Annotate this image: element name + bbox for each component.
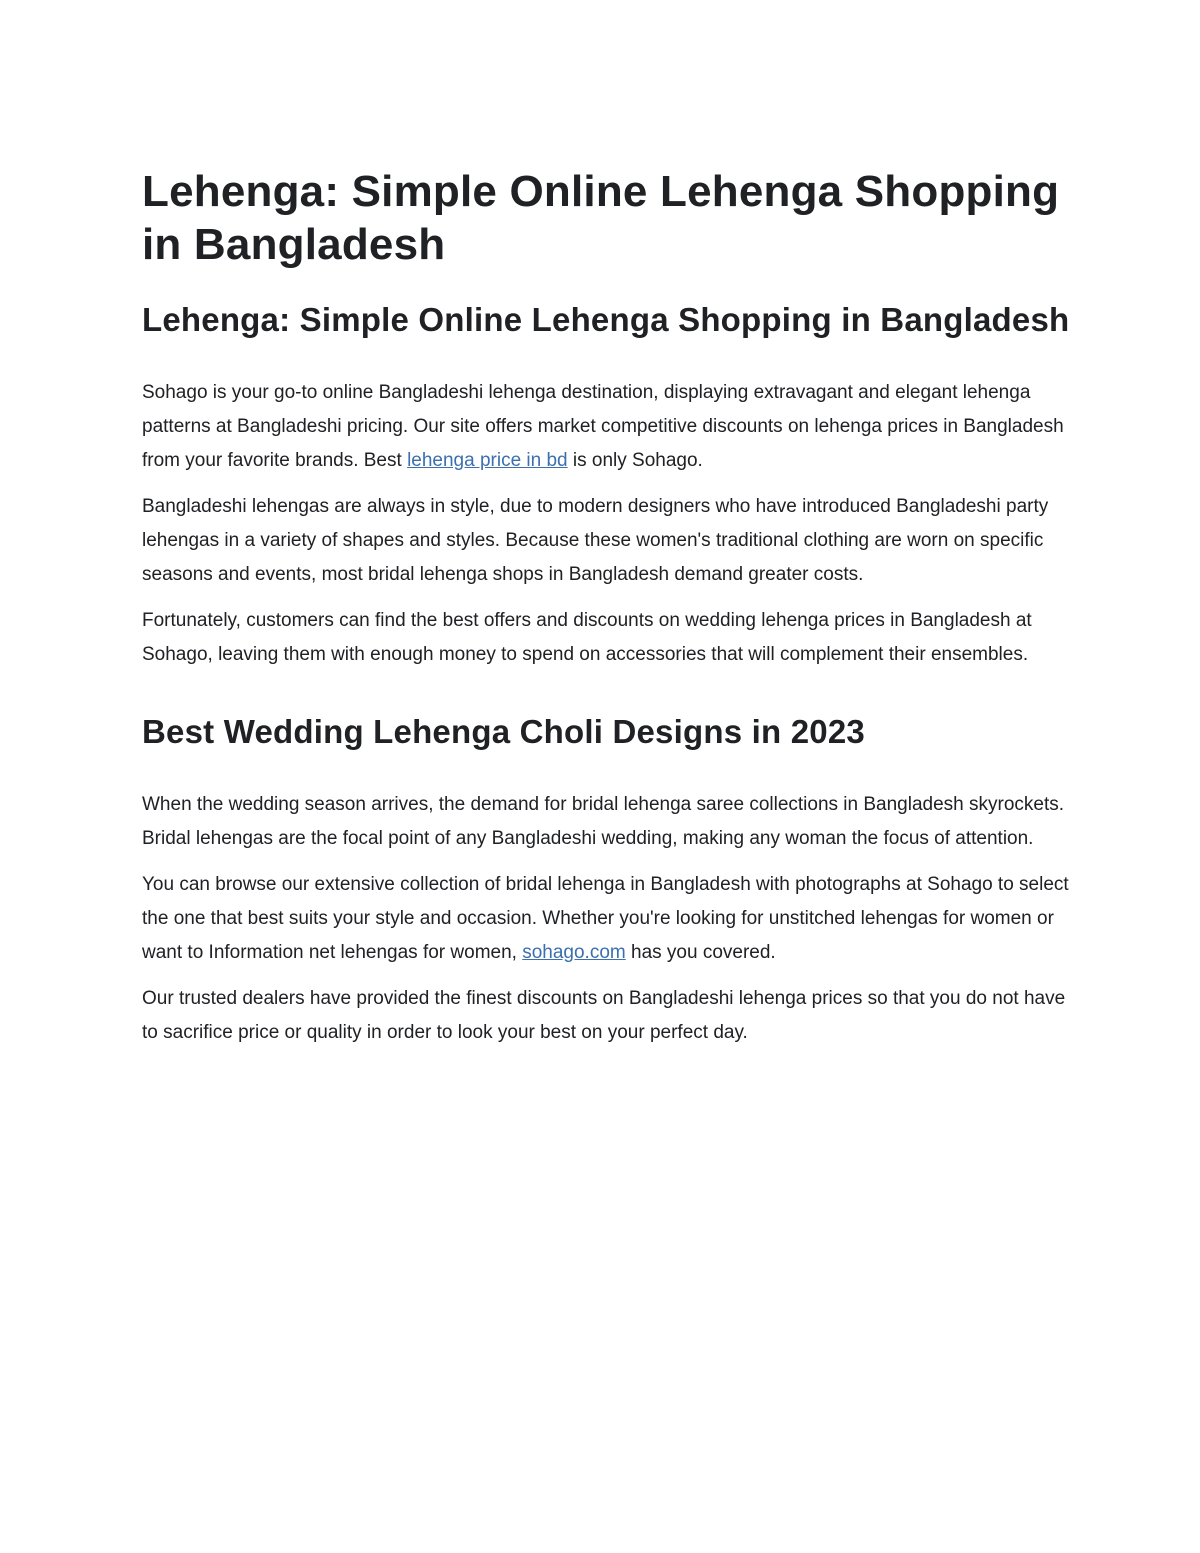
lehenga-price-link[interactable]: lehenga price in bd [407,450,568,471]
document-title: Lehenga: Simple Online Lehenga Shopping in Bangladesh [142,167,1060,269]
sohago-link[interactable]: sohago.com [522,942,626,963]
paragraph-text: is only Sohago. [567,450,703,471]
paragraph-text: You can browse our extensive collection of bridal lehenga in Bangladesh with photographs at Sohago to select the one that best suits your style and occasion. Whether you're looking for unstitched lehengas for women or want to Information net lehengas for women, [142,874,1069,963]
paragraph-wedding-season: When the wedding season arrives, the demand for bridal lehenga saree collections in Bangladesh skyrockets. Bridal lehengas are the focal point of any Bangladeshi wedding, making any woman the focus of attention. [142,794,1065,849]
paragraph-collection [142,868,1072,970]
paragraph-offers: Fortunately, customers can find the best offers and discounts on wedding lehenga prices in Bangladesh at Sohago, leaving them with enough money to spend on accessories that will complement their ensembles. [142,610,1032,665]
section-heading-shopping: Lehenga: Simple Online Lehenga Shopping in Bangladesh [142,301,1070,338]
section-heading-wedding: Best Wedding Lehenga Choli Designs in 2023 [142,713,865,750]
paragraph-style: Bangladeshi lehengas are always in style, due to modern designers who have introduced Bangladeshi party lehengas in a variety of shapes and styles. Because these women's traditional clothing are worn on specific seasons and events, most bridal lehenga shops in Bangladesh demand greater costs. [142,496,1049,585]
paragraph-text: has you covered. [625,942,776,963]
paragraph-intro [142,376,1072,478]
paragraph-text: Sohago is your go-to online Bangladeshi lehenga destination, displaying extravagant and elegant lehenga patterns at Bangladeshi pricing. Our site offers market competitive discounts on lehenga prices in Bangladesh from your favorite brands. Best [142,382,1064,471]
paragraph-dealers: Our trusted dealers have provided the finest discounts on Bangladeshi lehenga prices so that you do not have to sacrifice price or quality in order to look your best on your perfect day. [142,988,1066,1043]
document-page [142,165,1072,1050]
